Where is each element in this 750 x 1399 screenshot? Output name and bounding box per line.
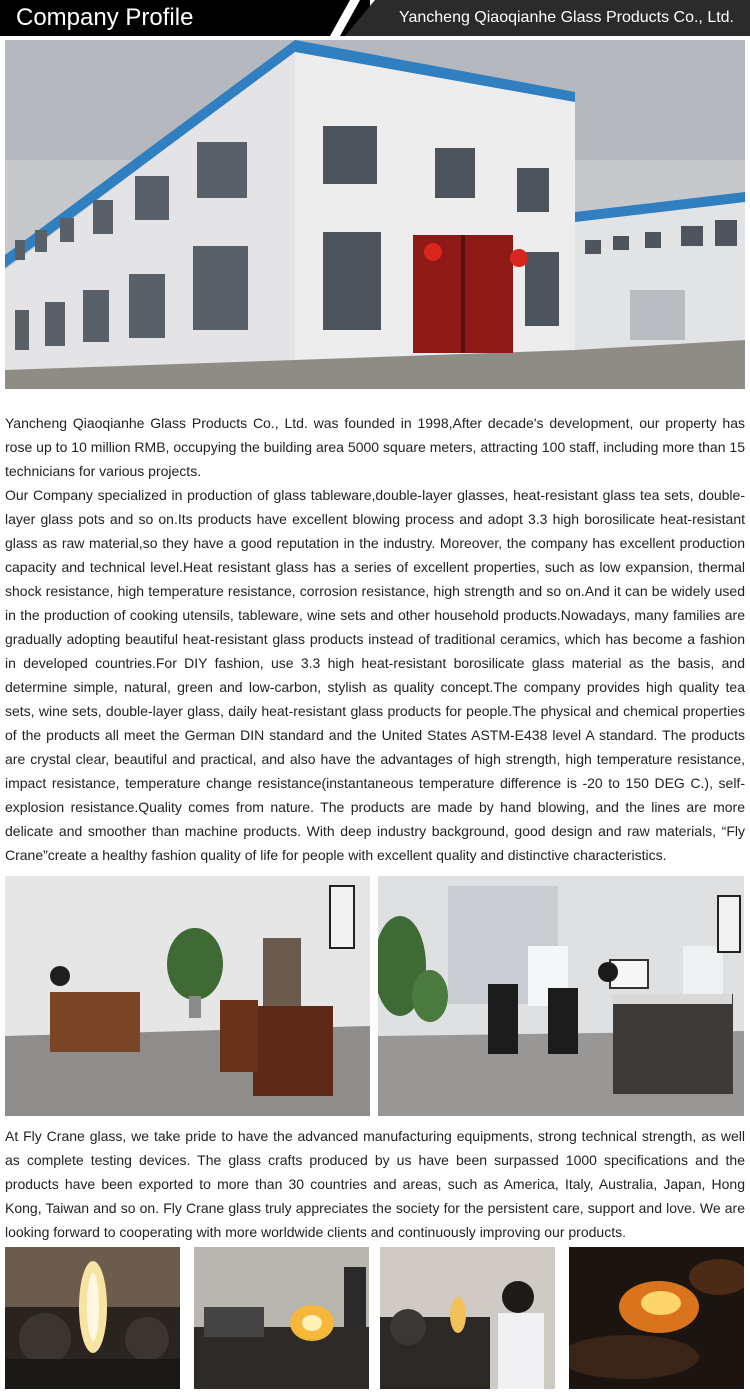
workshop-illustration-1: [5, 1247, 180, 1389]
workshop-photo-3: [380, 1247, 555, 1389]
details-paragraph: Our Company specialized in production of glass tableware,double-layer glasses, heat-resistant glass tea sets, double-layer glass pots and so on.Its products have excellent blowing process and adopt 3.3 high borosilicate heat-resistant glass as raw material,so they have a good reputation in the industry. Moreover, the company has excellent production capacity and technical level.Heat resistant glass has a series of excellent properties, such as low expansion, thermal shock resistance, high temperature resistance, corrosion resistance, high strength and so on.And it can be widely used in the production of cooking utensils, tableware, wine sets and other household products.Nowadays, many families are gradually adopting beautiful heat-resistant glass products instead of traditional ceramics, which has become a fashion in developed countries.For DIY fashion, use 3.3 high heat-resistant borosilicate glass material as the basis, and determine simple, natural, green and low-carbon, stylish as quality concept.The company provides high quality tea sets, wine sets, double-layer glass, daily heat-resistant glass products for people.The physical and chemical properties of the products all meet the German DIN standard and the United States ASTM-E438 level A standard. The products are crystal clear, beautiful and practical, and also have the advantages of high strength, high temperature resistance, impact resistance, temperature change resistance(instantaneous temperature difference is -20 to 150 DEG C.), self-explosion resistance.Quality comes from nature. The products are made by hand blowing, and the lines are more delicate and smoother than machine products. With deep industry background, good design and raw materials, “Fly Crane”create a healthy fashion quality of life for people with excellent quality and distinctive characteristics.: [5, 487, 745, 863]
workshop-illustration-4: [569, 1247, 744, 1389]
workshop-photo-2: [194, 1247, 369, 1389]
office-photo-left: [5, 876, 370, 1116]
page-title: Company Profile: [16, 4, 194, 31]
workshop-photo-1: [5, 1247, 180, 1389]
workshop-illustration-2: [194, 1247, 369, 1389]
office-photo-right: [378, 876, 744, 1116]
closing-paragraph: At Fly Crane glass, we take pride to have the advanced manufacturing equipments, strong technical strength, as well as complete testing devices. The glass crafts produced by us have been surpassed 1000 specifications and the products have been exported to more than 30 countries and areas, such as America, Italy, Australia, Japan, Hong Kong, Taiwan and so on. Fly Crane glass truly appreciates the society for the persistent care, support and love. We are looking forward to cooperating with more worldwide clients and continuously improving our products.: [5, 1128, 745, 1240]
workshop-illustration-3: [380, 1247, 555, 1389]
company-name: Yancheng Qiaoqianhe Glass Products Co., Ltd.: [398, 9, 734, 26]
intro-paragraph: Yancheng Qiaoqianhe Glass Products Co., Ltd. was founded in 1998,After decade's development, our property has rose up to 10 million RMB, occupying the building area 5000 square meters, attracting 100 staff, including more than 15 technicians for various projects.: [5, 415, 745, 479]
workshop-photo-4: [569, 1247, 744, 1389]
page-header: [0, 0, 750, 36]
office-illustration-left: [5, 876, 370, 1116]
factory-building-photo: [5, 40, 745, 389]
office-illustration-right: [378, 876, 744, 1116]
factory-illustration: [5, 40, 745, 389]
